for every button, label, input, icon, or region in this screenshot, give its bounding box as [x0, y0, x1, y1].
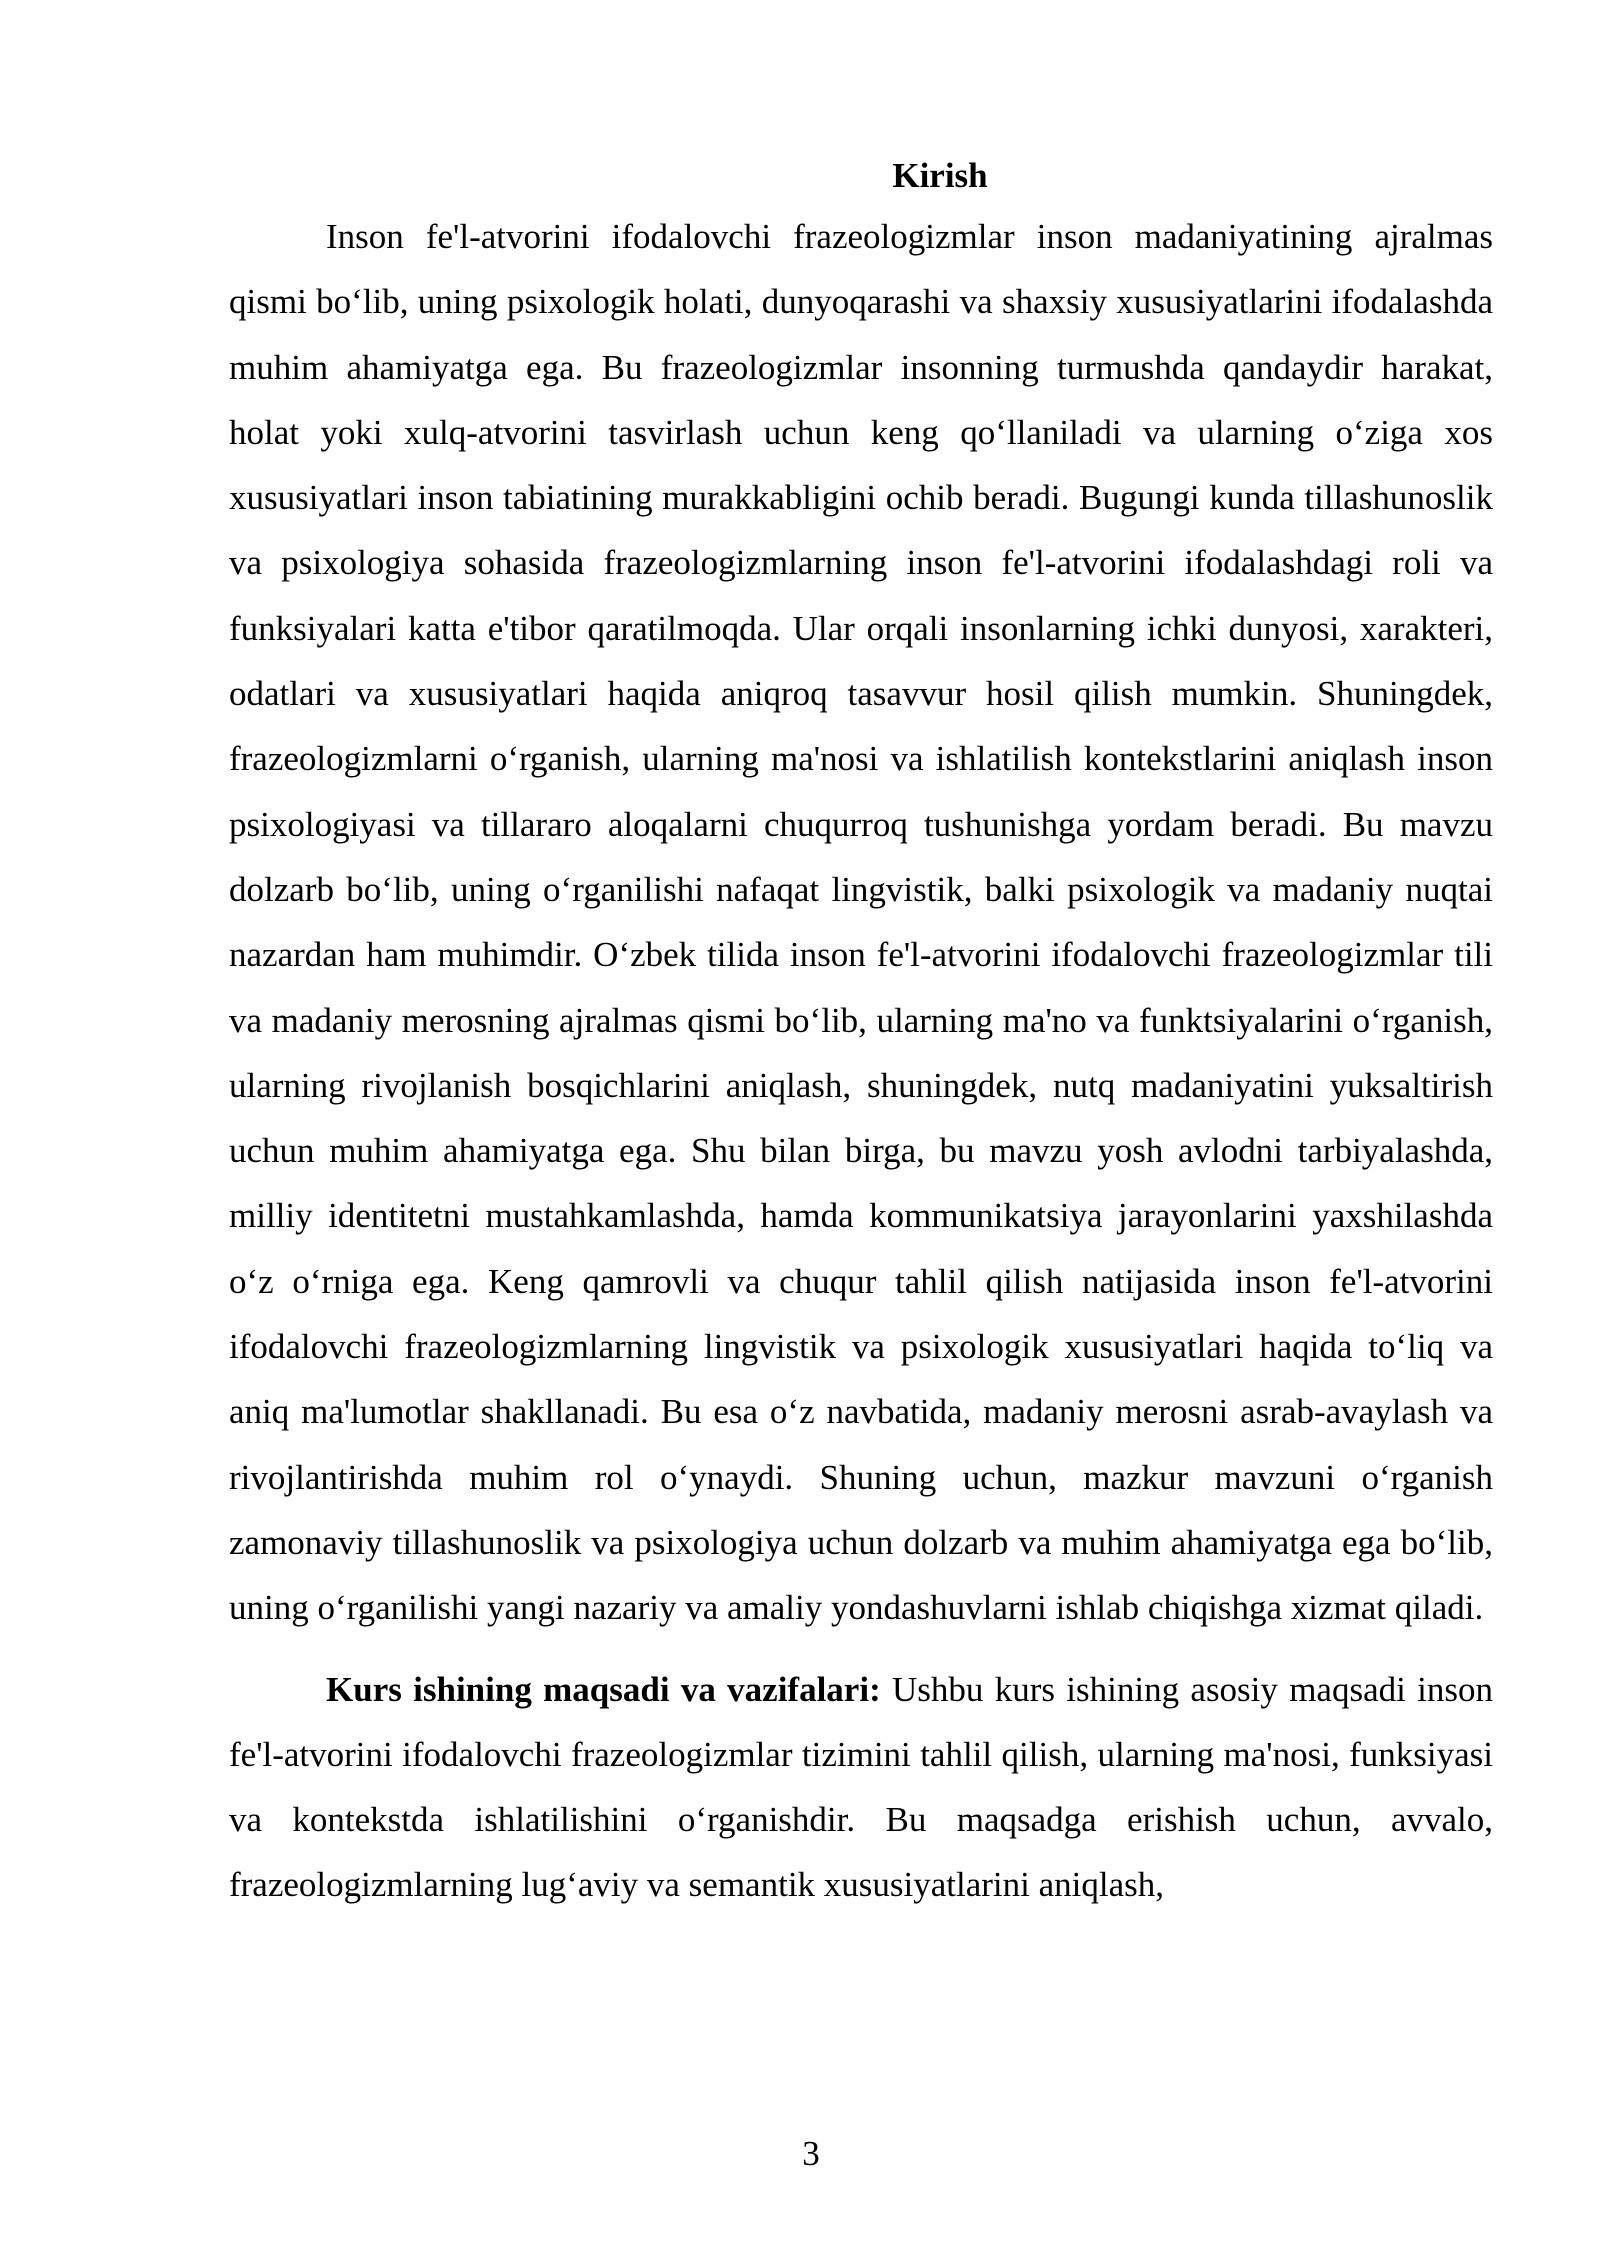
page-number: 3: [802, 2134, 820, 2173]
section-heading: Kirish: [892, 156, 988, 195]
goals-paragraph: [229, 1657, 1493, 1918]
page-content: [229, 148, 1493, 1918]
goals-paragraph-body: Ushbu kurs ishining asosiy maqsadi inson fe'l-atvorini ifodalovchi frazeologizmlar tizimini tahlil qilish, ularning ma'nosi, funksiyasi va kontekstda ishlatilishini o‘rganishdir. Bu maqsadga erishish uchun, avvalo, frazeologizmlarning lug‘aviy va semantik xususiyatlarini aniqlash,: [229, 1669, 1493, 1905]
goals-paragraph-lead: Kurs ishining maqsadi va vazifalari:: [326, 1669, 881, 1709]
introduction-paragraph: Inson fe'l-atvorini ifodalovchi frazeologizmlar inson madaniyatining ajralmas qismi bo‘lib, uning psixologik holati, dunyoqarashi va shaxsiy xususiyatlarini ifodalashda muhim ahamiyatga ega. Bu frazeologizmlar insonning turmushda qandaydir harakat, holat yoki xulq-atvorini tasvirlash uchun keng qo‘llaniladi va ularning o‘ziga xos xususiyatlari inson tabiatining murakkabligini ochib beradi. Bugungi kunda tillashunoslik va psixologiya sohasida frazeologizmlarning inson fe'l-atvorini ifodalashdagi roli va funksiyalari katta e'tibor qaratilmoqda. Ular orqali insonlarning ichki dunyosi, xarakteri, odatlari va xususiyatlari haqida aniqroq tasavvur hosil qilish mumkin. Shuningdek, frazeologizmlarni o‘rganish, ularning ma'nosi va ishlatilish kontekstlarini aniqlash inson psixologiyasi va tillararo aloqalarni chuqurroq tushunishga yordam beradi. Bu mavzu dolzarb bo‘lib, uning o‘rganilishi nafaqat lingvistik, balki psixologik va madaniy nuqtai nazardan ham muhimdir. O‘zbek tilida inson fe'l-atvorini ifodalovchi frazeologizmlar tili va madaniy merosning ajralmas qismi bo‘lib, ularning ma'no va funktsiyalarini o‘rganish, ularning rivojlanish bosqichlarini aniqlash, shuningdek, nutq madaniyatini yuksaltirish uchun muhim ahamiyatga ega. Shu bilan birga, bu mavzu yosh avlodni tarbiyalashda, milliy identitetni mustahkamlashda, hamda kommunikatsiya jarayonlarini yaxshilashda o‘z o‘rniga ega. Keng qamrovli va chuqur tahlil qilish natijasida inson fe'l-atvorini ifodalovchi frazeologizmlarning lingvistik va psixologik xususiyatlari haqida to‘liq va aniq ma'lumotlar shakllanadi. Bu esa o‘z navbatida, madaniy merosni asrab-avaylash va rivojlantirishda muhim rol o‘ynaydi. Shuning uchun, mazkur mavzuni o‘rganish zamonaviy tillashunoslik va psixologiya uchun dolzarb va muhim ahamiyatga ega bo‘lib, uning o‘rganilishi yangi nazariy va amaliy yondashuvlarni ishlab chiqishga xizmat qiladi.: [229, 217, 1493, 1628]
